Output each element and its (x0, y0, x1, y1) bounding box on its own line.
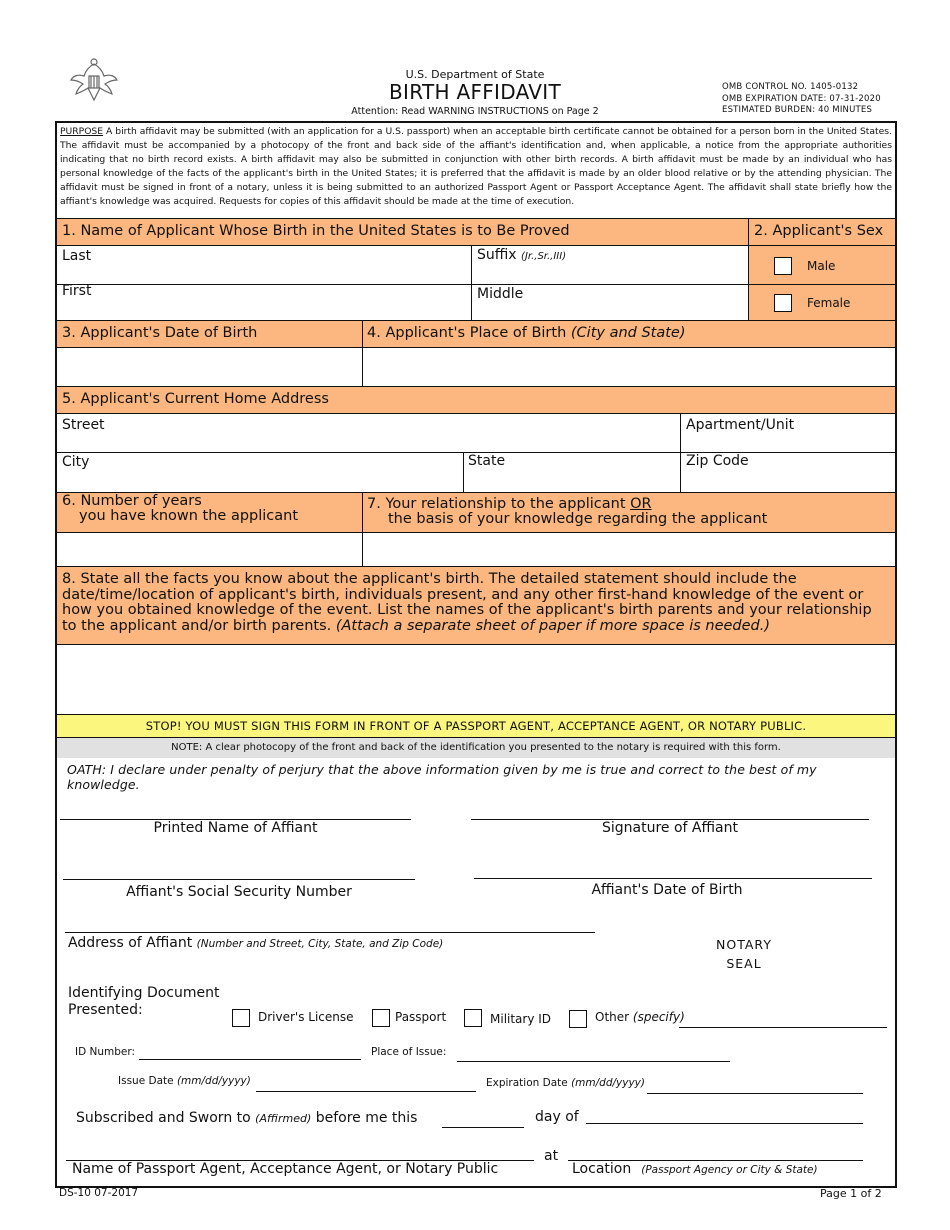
sworn-text-b: before me this (311, 1110, 418, 1126)
note-banner: NOTE: A clear photocopy of the front and back of the identification you presented to the notary is required with this form. (57, 738, 895, 758)
oath-text: OATH: I declare under penalty of perjury that the above information given by me is true and correct to the best of my knowledge. (67, 762, 817, 792)
expiration-date-hint: (mm/dd/yyyy) (571, 1077, 645, 1089)
other-checkbox[interactable] (569, 1010, 587, 1028)
sworn-month-input[interactable] (586, 1106, 863, 1122)
relationship-input[interactable] (363, 534, 895, 566)
female-label: Female (807, 296, 851, 310)
id-number-input[interactable] (139, 1043, 361, 1058)
omb-expiration: OMB EXPIRATION DATE: 07-31-2020 (722, 93, 881, 104)
signature-label: Signature of Affiant (602, 820, 738, 836)
other-hint: (specify) (632, 1010, 685, 1024)
issue-date-hint: (mm/dd/yyyy) (176, 1075, 251, 1087)
suffix-hint: (Jr.,Sr.,III) (521, 251, 567, 262)
omb-info (722, 82, 881, 117)
affiant-dob-label: Affiant's Date of Birth (591, 882, 743, 898)
passport-label: Passport (395, 1010, 447, 1024)
department-name: U.S. Department of State (405, 68, 545, 81)
section7-title (367, 497, 767, 527)
section6-line1: 6. Number of years (62, 493, 202, 509)
years-known-input[interactable] (57, 534, 362, 566)
birth-facts-textarea[interactable] (57, 646, 895, 714)
section4-text: 4. Applicant's Place of Birth (367, 325, 571, 341)
sworn-day-input[interactable] (442, 1110, 524, 1126)
purpose-text (60, 125, 892, 209)
middle-name-label: Middle (477, 286, 524, 302)
section7-line2: the basis of your knowledge regarding the applicant (388, 511, 768, 527)
zip-label: Zip Code (686, 453, 749, 469)
section7-line1: 7. Your relationship to the applicant (367, 496, 631, 512)
affiant-address-text: Address of Affiant (68, 935, 197, 951)
expiration-date-label (486, 1077, 645, 1089)
notary-seal-area (690, 935, 798, 973)
expiration-date-input[interactable] (647, 1077, 863, 1092)
affiant-address-label (68, 935, 443, 951)
state-label: State (468, 453, 506, 469)
ssn-input[interactable] (63, 860, 415, 878)
section8-title (62, 572, 890, 634)
affiant-dob-input[interactable] (474, 859, 872, 877)
first-name-input[interactable] (57, 302, 471, 319)
agent-name-input[interactable] (66, 1142, 534, 1159)
sworn-label (76, 1110, 417, 1126)
id-number-label: ID Number: (75, 1046, 136, 1058)
street-label: Street (62, 417, 105, 433)
signature-input[interactable] (471, 800, 869, 818)
place-of-issue-label: Place of Issue: (371, 1046, 447, 1058)
other-text: Other (595, 1010, 633, 1024)
ssn-label: Affiant's Social Security Number (126, 884, 352, 900)
purpose-heading: PURPOSE (60, 126, 104, 137)
suffix-label (477, 247, 566, 263)
purpose-body: A birth affidavit may be submitted (with an application for a U.S. passport) when an acceptable birth certificate cannot be obtained for a person born in the United States. The affidavit must be accompanied by a photocopy of the front and back side of the affiant's identification and, when applicable, a notice from the appropriate authorities indicating that no birth record exists. A birth affidavit may also be submitted in conjunction with other birth records. A birth affidavit must be made by an individual who has personal knowledge of the facts of the applicant's birth in the United States; it is preferred that the affidavit is made by an older blood relative or by the attending physician. The affidavit must be signed in front of a notary, unless it is being submitted to an authorized Passport Agent or Passport Acceptance Agent. The affidavit shall state briefly how the affiant's knowledge was acquired. Requests for copies of this affidavit should be made at the time of execution. (60, 126, 892, 207)
issue-date-text: Issue Date (118, 1075, 177, 1087)
last-name-label: Last (62, 248, 92, 264)
section7-or: OR (630, 496, 652, 512)
section3-title: 3. Applicant's Date of Birth (62, 325, 258, 341)
location-input[interactable] (568, 1142, 863, 1159)
day-of-label: day of (535, 1109, 579, 1125)
section5-title: 5. Applicant's Current Home Address (62, 391, 329, 407)
seal-label: SEAL (726, 956, 762, 971)
military-id-checkbox[interactable] (464, 1009, 482, 1027)
last-name-input[interactable] (57, 266, 471, 283)
issue-date-label (118, 1075, 251, 1087)
estimated-burden: ESTIMATED BURDEN: 40 MINUTES (722, 105, 873, 115)
male-label: Male (807, 259, 836, 273)
first-name-label: First (62, 283, 92, 299)
suffix-text: Suffix (477, 247, 517, 263)
omb-control: OMB CONTROL NO. 1405-0132 (722, 82, 859, 92)
sworn-affirmed: (Affirmed) (255, 1112, 312, 1125)
id-doc-label-line2: Presented: (68, 1002, 143, 1018)
printed-name-input[interactable] (60, 800, 411, 818)
military-id-label: Military ID (490, 1012, 552, 1026)
location-text: Location (572, 1161, 632, 1177)
location-label (572, 1161, 818, 1177)
page-number: Page 1 of 2 (820, 1187, 882, 1200)
section2-title: 2. Applicant's Sex (754, 223, 884, 239)
affiant-address-hint: (Number and Street, City, State, and Zip Code) (196, 938, 444, 950)
id-doc-label (68, 985, 219, 1019)
form-title: BIRTH AFFIDAVIT (388, 80, 561, 104)
other-specify-input[interactable] (679, 1010, 887, 1026)
drivers-license-label: Driver's License (258, 1010, 354, 1024)
place-of-issue-input[interactable] (457, 1045, 730, 1060)
section4-title (367, 325, 686, 341)
drivers-license-checkbox[interactable] (232, 1009, 250, 1027)
date-of-birth-input[interactable] (57, 349, 362, 386)
section8-hint: (Attach a separate sheet of paper if more space is needed.) (335, 617, 771, 634)
city-label: City (62, 454, 90, 470)
other-label (595, 1010, 685, 1024)
section4-hint: (City and State) (570, 325, 686, 341)
location-hint: (Passport Agency or City & State) (641, 1164, 818, 1176)
sworn-text-a: Subscribed and Sworn to (76, 1110, 256, 1126)
place-of-birth-input[interactable] (363, 349, 895, 386)
expiration-date-text: Expiration Date (486, 1077, 572, 1089)
id-doc-label-line1: Identifying Document (68, 985, 220, 1001)
issue-date-input[interactable] (256, 1075, 476, 1090)
notary-label: NOTARY (716, 937, 772, 952)
section6-line2: you have known the applicant (79, 508, 299, 524)
form-number: DS-10 07-2017 (59, 1187, 139, 1199)
passport-checkbox[interactable] (372, 1009, 390, 1027)
agent-name-label: Name of Passport Agent, Acceptance Agent, or Notary Public (72, 1161, 499, 1177)
female-checkbox[interactable] (774, 294, 792, 312)
section8-text: 8. State all the facts you know about the applicant's birth. The detailed statement should include the date/time/location of applicant's birth, individuals present, and any other first-hand knowledge of the event or how you obtained knowledge of the event. List the names of the applicant's birth parents and your relationship to the applicant and/or birth parents. (62, 571, 872, 634)
at-label: at (544, 1148, 559, 1164)
attention-note: Attention: Read WARNING INSTRUCTIONS on Page 2 (351, 106, 599, 117)
section6-title (62, 494, 298, 524)
printed-name-label: Printed Name of Affiant (153, 820, 318, 836)
affiant-address-input[interactable] (65, 913, 595, 931)
section1-title: 1. Name of Applicant Whose Birth in the United States is to Be Proved (62, 223, 570, 239)
stop-banner: STOP! YOU MUST SIGN THIS FORM IN FRONT OF A PASSPORT AGENT, ACCEPTANCE AGENT, OR NOTARY PUBLIC. (57, 714, 895, 738)
apartment-label: Apartment/Unit (686, 417, 795, 433)
male-checkbox[interactable] (774, 257, 792, 275)
